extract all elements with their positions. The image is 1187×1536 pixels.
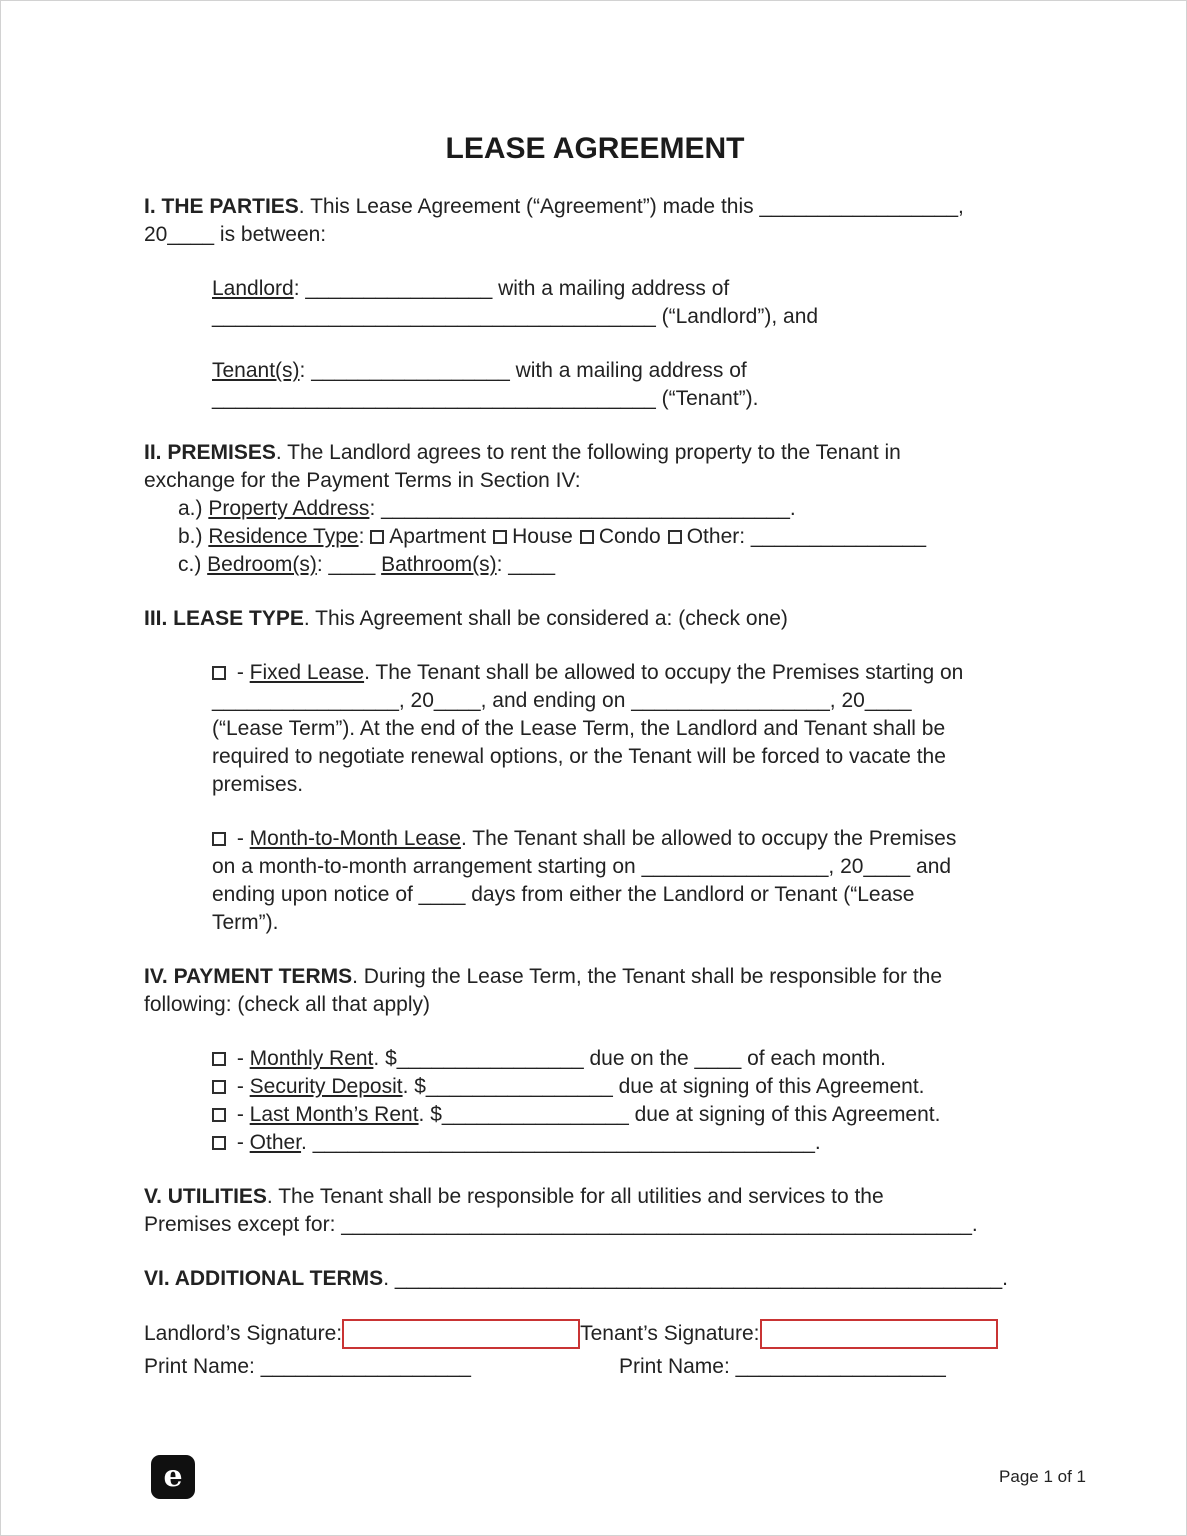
landlord-blank-line: : ________________ with a mailing address of: [293, 277, 730, 300]
tenant-blank-line: : _________________ with a mailing address of: [299, 359, 747, 382]
payment-intro-line2: following: (check all that apply): [144, 993, 430, 1016]
text-line: [212, 853, 1046, 881]
item-b-prefix: b.): [178, 525, 209, 548]
utilities-line1: . The Tenant shall be responsible for all utilities and services to the: [266, 1185, 884, 1208]
last-months-rent-label: Last Month’s Rent: [249, 1103, 419, 1126]
lease-type-heading: III. LEASE TYPE: [144, 607, 304, 630]
text-line: [144, 221, 1046, 249]
property-address-blank: : ___________________________________.: [369, 497, 796, 520]
text-line: [212, 303, 1046, 331]
checkbox-last-months-rent-icon[interactable]: [212, 1108, 226, 1122]
checkbox-monthly-rent-icon[interactable]: [212, 1052, 226, 1066]
month-lease-line1: . The Tenant shall be allowed to occupy the Premises: [460, 827, 957, 850]
option-condo: Condo: [598, 525, 661, 548]
option-apartment: Apartment: [389, 525, 487, 548]
property-address-label: Property Address: [208, 497, 370, 520]
landlord-clause: [212, 275, 1046, 331]
residence-type-colon: :: [358, 525, 371, 548]
other-payment-blank: . ___________________________________________.: [301, 1131, 821, 1154]
text-line: [212, 881, 1046, 909]
premises-item-b: [178, 523, 1046, 551]
security-deposit-label: Security Deposit: [249, 1075, 403, 1098]
payment-dash: -: [231, 1103, 250, 1126]
text-line: [212, 385, 1046, 413]
text-line: [144, 1183, 1046, 1211]
logo-letter: e: [163, 1459, 183, 1494]
parties-heading: I. THE PARTIES: [144, 195, 299, 218]
payment-heading: IV. PAYMENT TERMS: [144, 965, 353, 988]
month-lease-line3: ending upon notice of ____ days from either the Landlord or Tenant (“Lease: [212, 883, 915, 906]
payment-dash: -: [231, 1075, 250, 1098]
option-house: House: [512, 525, 573, 548]
last-months-rent-blank: . $________________ due at signing of this Agreement.: [418, 1103, 941, 1126]
payment-item-other: [212, 1129, 1046, 1157]
fixed-lease-line2: ________________, 20____, and ending on _________________, 20____: [212, 689, 912, 712]
payment-item-last-months-rent: [212, 1101, 1046, 1129]
tenant-label: Tenant(s): [212, 359, 300, 382]
parties-intro-line2: 20____ is between:: [144, 223, 327, 246]
page-number-label: Page 1 of 1: [999, 1467, 1086, 1486]
text-line: [144, 1211, 1046, 1239]
other-payment-label: Other: [249, 1131, 302, 1154]
checkbox-other-payment-icon[interactable]: [212, 1136, 226, 1150]
signature-row: [144, 1319, 1046, 1349]
lease-type-intro: . This Agreement shall be considered a: (check one): [303, 607, 788, 630]
text-line: [144, 991, 1046, 1019]
fixed-lease-label: Fixed Lease: [249, 661, 365, 684]
checkbox-month-to-month-icon[interactable]: [212, 832, 226, 846]
section-additional-terms: [144, 1265, 1046, 1293]
monthly-rent-blank: . $________________ due on the ____ of each month.: [373, 1047, 887, 1070]
month-to-month-clause: [212, 825, 1046, 937]
tenant-print-name: Print Name: __________________: [618, 1355, 946, 1378]
checkbox-condo-icon[interactable]: [580, 530, 594, 544]
text-line: [144, 439, 1046, 467]
text-line: [212, 743, 1046, 771]
payment-dash: -: [231, 1047, 250, 1070]
checkbox-fixed-lease-icon[interactable]: [212, 666, 226, 680]
fixed-lease-dash: -: [231, 661, 250, 684]
month-lease-line4: Term”).: [212, 911, 279, 934]
text-line: [212, 825, 1046, 853]
fixed-lease-line4: required to negotiate renewal options, or the Tenant will be forced to vacate the: [212, 745, 946, 768]
bedrooms-blank: : ____: [316, 553, 382, 576]
text-line: [212, 357, 1046, 385]
item-a-prefix: a.): [178, 497, 209, 520]
fixed-lease-line3: (“Lease Term”). At the end of the Lease Term, the Landlord and Tenant shall be: [212, 717, 946, 740]
option-other: Other:: [686, 525, 746, 548]
premises-intro-line1: . The Landlord agrees to rent the following property to the Tenant in: [275, 441, 901, 464]
utilities-heading: V. UTILITIES: [144, 1185, 267, 1208]
text-line: [212, 687, 1046, 715]
monthly-rent-label: Monthly Rent: [249, 1047, 374, 1070]
landlord-signature-label: Landlord’s Signature:: [144, 1322, 343, 1345]
premises-intro-line2: exchange for the Payment Terms in Section IV:: [144, 469, 581, 492]
landlord-address-blank: ______________________________________ (“Landlord”), and: [212, 305, 819, 328]
payment-dash: -: [231, 1131, 250, 1154]
premises-item-c: [178, 551, 1046, 579]
section-payment-terms: [144, 963, 1046, 1019]
parties-intro-line1: . This Lease Agreement (“Agreement”) made this _________________,: [298, 195, 964, 218]
checkbox-house-icon[interactable]: [493, 530, 507, 544]
text-line: [212, 275, 1046, 303]
page-footer: [151, 1455, 1086, 1499]
month-lease-dash: -: [231, 827, 250, 850]
text-line: [144, 467, 1046, 495]
text-line: [144, 1265, 1046, 1293]
text-line: [144, 963, 1046, 991]
bathrooms-blank: : ____: [496, 553, 556, 576]
tenant-signature-field[interactable]: [760, 1319, 998, 1349]
text-line: [212, 909, 1046, 937]
text-line: [144, 193, 1046, 221]
utilities-blank: Premises except for: ______________________________________________________.: [144, 1213, 978, 1236]
section-utilities: [144, 1183, 1046, 1239]
text-line: [212, 715, 1046, 743]
checkbox-other-residence-icon[interactable]: [668, 530, 682, 544]
bathrooms-label: Bathroom(s): [381, 553, 497, 576]
additional-terms-blank: . ____________________________________________________.: [383, 1267, 1009, 1290]
item-c-prefix: c.): [178, 553, 208, 576]
month-to-month-label: Month-to-Month Lease: [249, 827, 461, 850]
additional-terms-heading: VI. ADDITIONAL TERMS: [144, 1267, 384, 1290]
tenant-address-blank: ______________________________________ (“Tenant”).: [212, 387, 759, 410]
eforms-logo-icon: [151, 1455, 195, 1499]
premises-list: [178, 495, 1046, 579]
fixed-lease-line1: . The Tenant shall be allowed to occupy the Premises starting on: [364, 661, 964, 684]
text-line: [212, 659, 1046, 687]
section-lease-type: [144, 605, 1046, 633]
payment-items: [212, 1045, 1046, 1157]
landlord-label: Landlord: [212, 277, 294, 300]
premises-item-a: [178, 495, 1046, 523]
payment-item-security-deposit: [212, 1073, 1046, 1101]
month-lease-line2: on a month-to-month arrangement starting on ________________, 20____ and: [212, 855, 952, 878]
payment-intro-line1: . During the Lease Term, the Tenant shall be responsible for the: [352, 965, 943, 988]
tenant-signature-label: Tenant’s Signature:: [580, 1322, 760, 1345]
section-premises: [144, 439, 1046, 495]
other-residence-blank: _______________: [750, 525, 927, 548]
checkbox-security-deposit-icon[interactable]: [212, 1080, 226, 1094]
tenant-clause: [212, 357, 1046, 413]
text-line: [144, 605, 1046, 633]
section-parties: [144, 193, 1046, 249]
text-line: [212, 771, 1046, 799]
fixed-lease-line5: premises.: [212, 773, 304, 796]
checkbox-apartment-icon[interactable]: [370, 530, 384, 544]
landlord-print-name: Print Name: __________________: [144, 1355, 471, 1378]
payment-item-monthly-rent: [212, 1045, 1046, 1073]
residence-type-label: Residence Type: [208, 525, 359, 548]
document-title: LEASE AGREEMENT: [445, 132, 745, 165]
fixed-lease-clause: [212, 659, 1046, 799]
premises-heading: II. PREMISES: [144, 441, 276, 464]
bedrooms-label: Bedroom(s): [207, 553, 317, 576]
print-name-row: [144, 1353, 1046, 1381]
security-deposit-blank: . $________________ due at signing of this Agreement.: [402, 1075, 925, 1098]
landlord-signature-field[interactable]: [342, 1319, 580, 1349]
